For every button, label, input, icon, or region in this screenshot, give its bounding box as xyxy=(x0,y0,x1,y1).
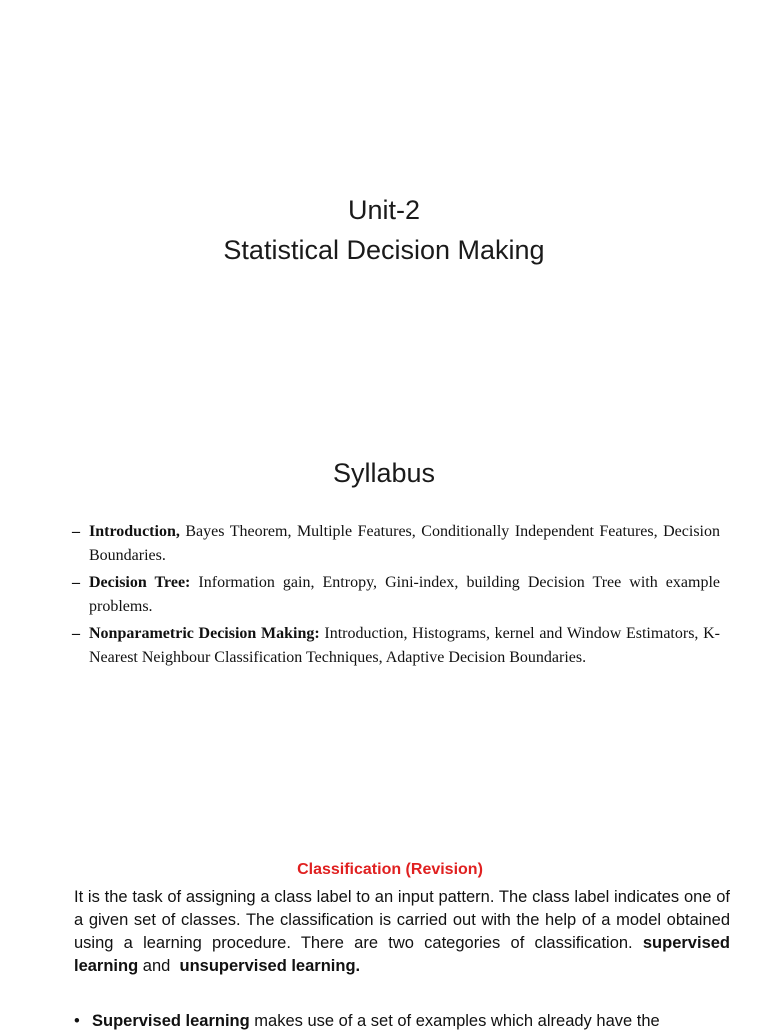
syllabus-item-text: Information gain, Entropy, Gini-index, building Decision Tree with example problems. xyxy=(89,574,720,615)
syllabus-item-text: Introduction, Histograms, kernel and Window Estimators, K-Nearest Neighbour Classification Techniques, Adaptive Decision Boundaries. xyxy=(89,625,721,666)
unit-title: Unit-2 xyxy=(347,195,421,225)
classification-heading: Classification (Revision) xyxy=(297,861,483,878)
dash-marker: – xyxy=(72,523,80,540)
paragraph-connector: and xyxy=(138,957,180,975)
syllabus-item-text: Bayes Theorem, Multiple Features, Conditionally Independent Features, Decision Boundaries. xyxy=(89,523,720,564)
syllabus-item-introduction xyxy=(72,520,720,568)
supervised-learning-bullet xyxy=(74,1010,734,1033)
syllabus-item-nonparametric xyxy=(72,622,720,670)
syllabus-item-topic: Decision Tree: xyxy=(89,574,191,591)
page-title: Statistical Decision Making xyxy=(223,235,545,265)
syllabus-list xyxy=(72,520,720,673)
bullet-text: makes use of a set of examples which already have the xyxy=(249,1012,660,1030)
dash-marker: – xyxy=(72,625,80,642)
paragraph-text: It is the task of assigning a class label to an input pattern. The class label indicates one of a given set of classes. The classification is carried out with the help of a model obtained using a learning procedure. There are two categories of classification. xyxy=(74,888,730,952)
bullet-icon: • xyxy=(74,1012,80,1030)
syllabus-item-topic: Nonparametric Decision Making: xyxy=(89,625,320,642)
supervised-learning-term: supervised learning xyxy=(74,934,730,975)
unsupervised-learning-term: unsupervised learning. xyxy=(179,957,361,975)
dash-marker: – xyxy=(72,574,80,591)
syllabus-item-decision-tree xyxy=(72,571,720,619)
syllabus-item-topic: Introduction, xyxy=(89,523,180,540)
classification-paragraph xyxy=(74,886,730,978)
bullet-term: Supervised learning xyxy=(92,1012,250,1030)
title-block xyxy=(0,190,768,270)
syllabus-heading: Syllabus xyxy=(332,458,436,488)
